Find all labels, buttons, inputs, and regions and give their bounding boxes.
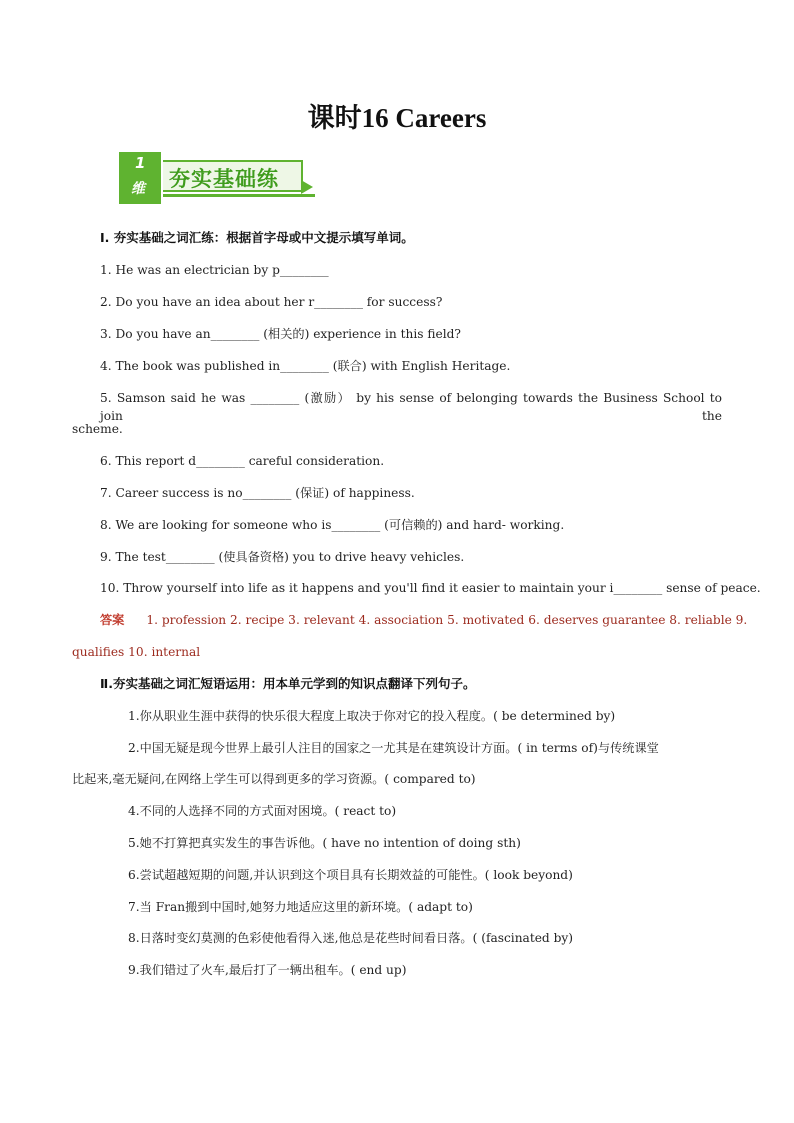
translation-item-continuation: 比起来,毫无疑问,在网络上学生可以得到更多的学习资源。( compared to) [72, 772, 476, 786]
answer-text: 1. profession 2. recipe 3. relevant 4. association 5. motivated 6. deserves guarantee 8. reliable 9. [146, 613, 748, 627]
exercise-item: 5. Samson said he was ________ (激励） by his sense of belonging towards the Business School to join the [100, 391, 722, 423]
section1-heading: I. 夯实基础之词汇练：根据首字母或中文提示填写单词。 [100, 230, 414, 245]
translation-item: 1.你从职业生涯中获得的快乐很大程度上取决于你对它的投入程度。( be determined by) [128, 709, 616, 723]
section2-heading: Ⅱ.夯实基础之词汇短语运用：用本单元学到的知识点翻译下列句子。 [100, 676, 476, 691]
badge-number: 1 [135, 154, 146, 172]
exercise-item: 8. We are looking for someone who is________ (可信赖的) and hard- working. [100, 518, 565, 532]
translation-item: 2.中国无疑是现今世界上最引人注目的国家之一尤其是在建筑设计方面。( in terms of)与传统课堂 [128, 741, 659, 755]
badge-label: 夯实基础练 [169, 167, 279, 191]
answer-line [100, 611, 748, 629]
translation-item: 4.不同的人选择不同的方式面对困境。( react to) [128, 804, 397, 818]
page-title: 课时16 Careers [307, 103, 487, 133]
answer-label: 答案 [100, 613, 125, 627]
exercise-item: 7. Career success is no________ (保证) of happiness. [100, 486, 415, 500]
exercise-item: 4. The book was published in________ (联合) with English Heritage. [100, 359, 511, 373]
translation-item: 9.我们错过了火车,最后打了一辆出租车。( end up) [128, 963, 407, 977]
exercise-item: 3. Do you have an________ (相关的) experience in this field? [100, 327, 461, 341]
badge-number-block [119, 152, 161, 204]
exercise-item: 10. Throw yourself into life as it happens and you'll find it easier to maintain your i________ sense of peace. [100, 581, 761, 595]
badge-label-box [163, 160, 303, 192]
exercise-item: 2. Do you have an idea about her r________ for success? [100, 295, 443, 309]
section-badge [119, 152, 315, 204]
badge-underline [163, 194, 315, 197]
exercise-item: 6. This report d________ careful consideration. [100, 454, 385, 468]
answer-text-continuation: qualifies 10. internal [72, 645, 201, 659]
translation-item: 8.日落时变幻莫测的色彩使他看得入迷,他总是花些时间看日落。( (fascinated by) [128, 931, 574, 945]
badge-arrow-icon [301, 180, 313, 194]
translation-item: 5.她不打算把真实发生的事告诉他。( have no intention of doing sth) [128, 836, 521, 850]
translation-item: 6.尝试超越短期的问题,并认识到这个项目具有长期效益的可能性。( look beyond) [128, 868, 573, 882]
translation-item: 7.当 Fran搬到中国时,她努力地适应这里的新环境。( adapt to) [128, 900, 473, 914]
exercise-item: 1. He was an electrician by p________ [100, 263, 329, 277]
exercise-item-continuation: scheme. [72, 422, 123, 436]
badge-sub: 维 [131, 181, 145, 197]
exercise-item: 9. The test________ (使具备资格) you to drive heavy vehicles. [100, 550, 465, 564]
